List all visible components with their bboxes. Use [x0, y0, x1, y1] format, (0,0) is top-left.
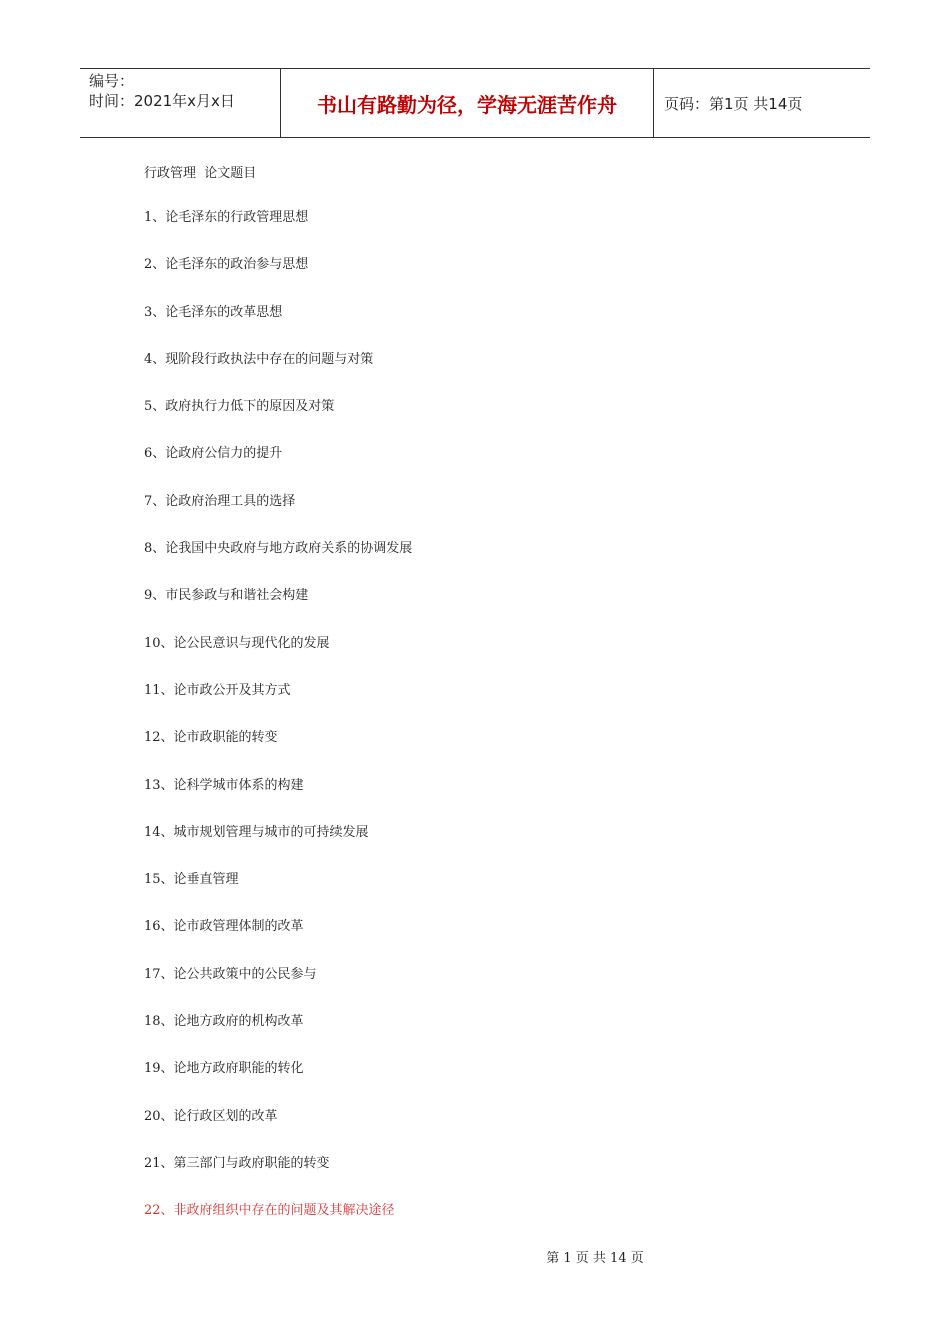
list-item: 16、论市政管理体制的改革 [144, 919, 304, 935]
header-motto: 书山有路勤为径，学海无涯苦作舟 [281, 69, 654, 137]
list-item: 21、第三部门与政府职能的转变 [144, 1155, 330, 1171]
list-item: 17、论公共政策中的公民参与 [144, 966, 317, 982]
list-item: 14、城市规划管理与城市的可持续发展 [144, 824, 369, 840]
list-item: 2、论毛泽东的政治参与思想 [144, 257, 309, 273]
list-item: 1、论毛泽东的行政管理思想 [144, 210, 309, 225]
list-item: 5、政府执行力低下的原因及对策 [144, 399, 335, 415]
topic-list [144, 209, 412, 1250]
document-title: 行政管理 论文题目 [144, 166, 257, 181]
list-item: 6、论政府公信力的提升 [144, 446, 283, 462]
list-item: 20、论行政区划的改革 [144, 1108, 278, 1124]
list-item: 11、论市政公开及其方式 [144, 682, 291, 698]
list-item: 4、现阶段行政执法中存在的问题与对策 [144, 351, 374, 367]
list-item: 7、论政府治理工具的选择 [144, 493, 296, 509]
list-item: 3、论毛泽东的改革思想 [144, 304, 283, 320]
list-item: 8、论我国中央政府与地方政府关系的协调发展 [144, 541, 413, 557]
doc-time-label: 时间：2021年x月x日 [89, 92, 235, 110]
list-item: 19、论地方政府职能的转化 [144, 1061, 304, 1077]
list-item: 15、论垂直管理 [144, 872, 239, 888]
page-header [80, 68, 870, 138]
header-page-info: 页码：第1页 共14页 [664, 94, 803, 113]
doc-number-label: 编号： [89, 72, 135, 90]
list-item: 18、论地方政府的机构改革 [144, 1014, 304, 1030]
list-item: 9、市民参政与和谐社会构建 [144, 588, 309, 604]
list-item: 10、论公民意识与现代化的发展 [144, 635, 330, 651]
list-item: 12、论市政职能的转变 [144, 730, 278, 746]
list-item-highlighted: 22、非政府组织中存在的问题及其解决途径 [144, 1203, 395, 1219]
header-meta-cell [80, 69, 281, 137]
list-item: 13、论科学城市体系的构建 [144, 777, 304, 793]
page-footer: 第 1 页 共 14 页 [546, 1251, 644, 1266]
